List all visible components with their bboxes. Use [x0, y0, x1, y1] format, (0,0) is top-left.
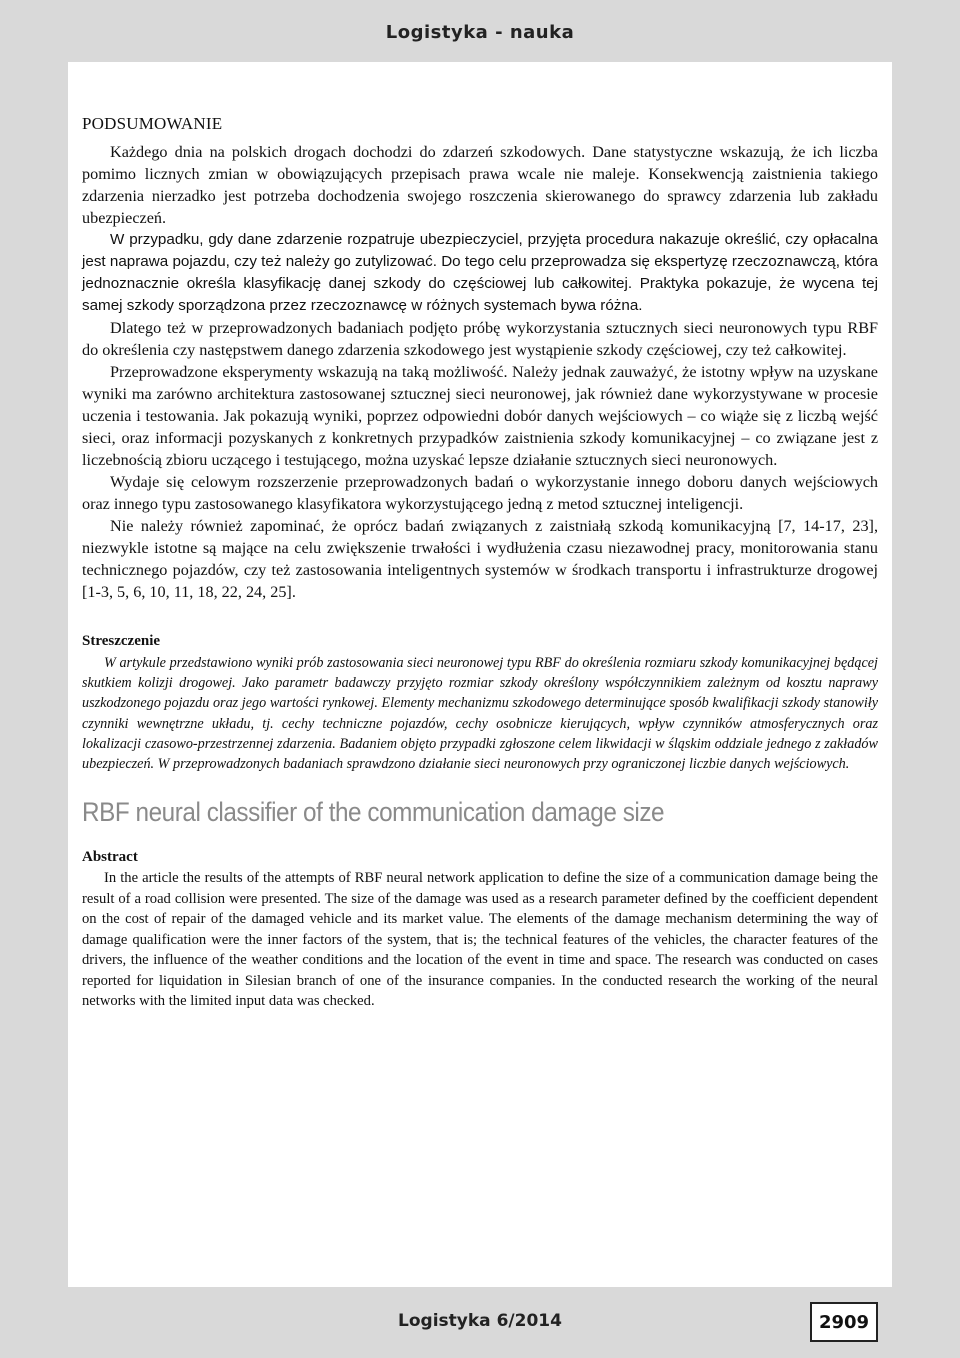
running-header: Logistyka - nauka — [385, 22, 575, 43]
streszczenie-heading: Streszczenie — [82, 633, 161, 649]
abstract-heading: Abstract — [82, 849, 138, 866]
page-content — [68, 62, 892, 1287]
summary-paragraph-3: Dlatego też w przeprowadzonych badaniach podjęto próbę wykorzystania sztucznych sieci neuronowych typu RBF do określenia czy następstwem danego zdarzenia szkodowego jest wystąpienie szkody częściowej, czy też całkowitej. — [82, 319, 878, 359]
abstract-body: In the article the results of the attempts of RBF neural network application to define the size of a communication damage being the result of a road collision were presented. The size of the damage was used as a research parameter defined by the coefficient dependent on the cost of repair of the damaged vehicle and its market value. The elements of the damage mechanism determining the way of damage qualification were the inner factors of the system, that is; the technical features of the vehicles, the character features of the drivers, the influence of the weather conditions and the location of the event in time and space. The research was conducted on cases reported for liquidation in Silesian branch of one of the insurance companies. In the conducted research the working of the neural networks with the limited input data was checked. — [82, 870, 878, 1010]
summary-heading: PODSUMOWANIE — [82, 114, 223, 133]
page-number: 2909 — [810, 1302, 878, 1342]
summary-paragraph-2: W przypadku, gdy dane zdarzenie rozpatruje ubezpieczyciel, przyjęta procedura nakazuje określić, czy opłacalna jest naprawa pojazdu, czy też należy go zutylizować. Do tego celu przeprowadza się ekspertyzę rzeczoznawczą, która jednoznacznie określa klasyfikację danej szkody do częściowej lub całkowitej. Praktyka pokazuje, że wycena tej samej szkody sporządzona przez rzeczoznawcę w różnych systemach bywa różna. — [82, 231, 878, 314]
summary-paragraph-4: Przeprowadzone eksperymenty wskazują na taką możliwość. Należy jednak zauważyć, że istotny wpływ na uzyskane wyniki ma zarówno architektura zastosowanej sztucznej sieci neuronowej, jak również dane wykorzystywane w procesie uczenia i testowania. Jak pokazują wyniki, poprzez odpowiedni dobór danych wejściowych – co wiąże się z liczbą wejść sieci, oraz informacji pozyskanych z konkretnych przypadków zaistnienia szkody komunikacyjnej – co związane jest z liczebnością zbioru uczącego i testującego, można uzyskać lepsze działanie sztucznych sieci neuronowych. — [82, 363, 878, 469]
english-title: RBF neural classifier of the communication damage size — [82, 797, 665, 828]
summary-paragraph-5: Wydaje się celowym rozszerzenie przeprowadzonych badań o wykorzystanie innego doboru danych wejściowych oraz innego typu zastosowanego klasyfikatora wykorzystującego jedną z metod sztucznej inteligencji. — [82, 473, 878, 513]
streszczenie-body: W artykule przedstawiono wyniki prób zastosowania sieci neuronowej typu RBF do określenia rozmiaru szkody komunikacyjnej będącej skutkiem kolizji drogowej. Jako parametr badawczy przyjęto rozmiar szkody określony współczynnikiem zależnym od kosztu naprawy uszkodzonego pojazdu oraz jego wartości rynkowej. Elementy mechanizmu szkodowego determinujące sposób kwalifikacji szkody stanowiły czynniki wewnętrzne układu, tj. cechy techniczne pojazdów, cechy osobnicze kierujących, wpływ czynników atmosferycznych oraz lokalizacji czasowo-przestrzennej zdarzenia. Badaniem objęto przypadki zgłoszone celem likwidacji w śląskim oddziale jednego z zakładów ubezpieczeń. W przeprowadzonych badaniach sprawdzono działanie sieci neuronowych przy ograniczonej liczbie danych wejściowych. — [82, 655, 878, 773]
summary-paragraph-6: Nie należy również zapominać, że oprócz badań związanych z zaistniałą szkodą komunikacyjną [7, 14-17, 23], niezwykle istotne są mające na celu zwiększenie trwałości i wydłużenia czasu niezawodnej pracy, monitorowania stanu technicznego pojazdów, czy też zastosowania inteligentnych systemów w środkach transportu i infrastrukturze drogowej [1-3, 5, 6, 10, 11, 18, 22, 24, 25]. — [82, 517, 878, 601]
summary-paragraph-1: Każdego dnia na polskich drogach dochodzi do zdarzeń szkodowych. Dane statystyczne wskazują, że ich liczba pomimo licznych zmian w obowiązujących przepisach prawa wcale nie maleje. Konsekwencją zaistnienia takiego zdarzenia nierzadko jest potrzeba dochodzenia swojego roszczenia skierowanego do sprawcy zdarzenia lub zakładu ubezpieczeń. — [82, 143, 878, 227]
footer-journal-name: Logistyka 6/2014 — [398, 1311, 562, 1331]
